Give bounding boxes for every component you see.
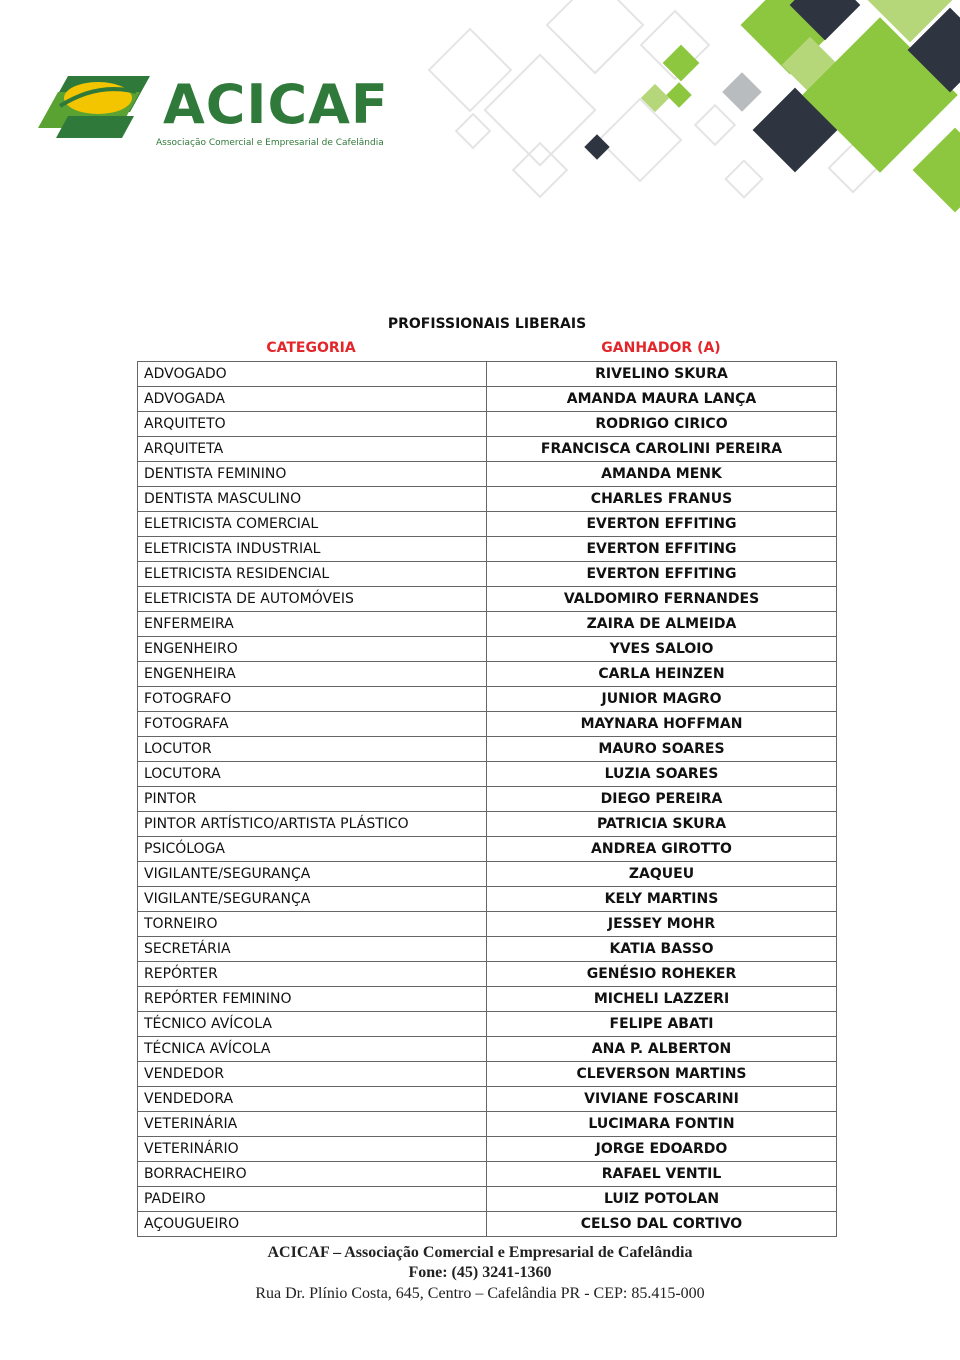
category-cell: TORNEIRO <box>138 912 487 937</box>
table-row <box>138 1037 837 1062</box>
table-row <box>138 362 837 387</box>
category-cell: ARQUITETO <box>138 412 487 437</box>
category-cell: ELETRICISTA DE AUTOMÓVEIS <box>138 587 487 612</box>
table-row <box>138 437 837 462</box>
winner-cell: LUIZ POTOLAN <box>487 1187 837 1212</box>
table-row <box>138 987 837 1012</box>
table-row <box>138 512 837 537</box>
winner-cell: ZAIRA DE ALMEIDA <box>487 612 837 637</box>
category-cell: LOCUTOR <box>138 737 487 762</box>
brand-tagline: Associação Comercial e Empresarial de Cafelândia <box>156 138 384 148</box>
winner-cell: FELIPE ABATI <box>487 1012 837 1037</box>
winner-cell: KATIA BASSO <box>487 937 837 962</box>
category-cell: TÉCNICA AVÍCOLA <box>138 1037 487 1062</box>
winner-cell: ANDREA GIROTTO <box>487 837 837 862</box>
table-row <box>138 1087 837 1112</box>
category-cell: AÇOUGUEIRO <box>138 1212 487 1237</box>
winner-cell: CELSO DAL CORTIVO <box>487 1212 837 1237</box>
table-row <box>138 1137 837 1162</box>
winner-cell: JESSEY MOHR <box>487 912 837 937</box>
winner-cell: AMANDA MAURA LANÇA <box>487 387 837 412</box>
category-cell: VIGILANTE/SEGURANÇA <box>138 887 487 912</box>
category-cell: PINTOR <box>138 787 487 812</box>
winner-cell: ANA P. ALBERTON <box>487 1037 837 1062</box>
table-row <box>138 687 837 712</box>
table-row <box>138 662 837 687</box>
table-row <box>138 762 837 787</box>
winner-cell: CLEVERSON MARTINS <box>487 1062 837 1087</box>
header-category: CATEGORIA <box>266 340 356 356</box>
category-cell: ELETRICISTA RESIDENCIAL <box>138 562 487 587</box>
winner-cell: JORGE EDOARDO <box>487 1137 837 1162</box>
winner-cell: LUCIMARA FONTIN <box>487 1112 837 1137</box>
winner-cell: CHARLES FRANUS <box>487 487 837 512</box>
winner-cell: KELY MARTINS <box>487 887 837 912</box>
category-cell: ENGENHEIRA <box>138 662 487 687</box>
winner-cell: VALDOMIRO FERNANDES <box>487 587 837 612</box>
table-row <box>138 412 837 437</box>
category-cell: VETERINÁRIO <box>138 1137 487 1162</box>
winner-cell: VIVIANE FOSCARINI <box>487 1087 837 1112</box>
category-cell: TÉCNICO AVÍCOLA <box>138 1012 487 1037</box>
winner-cell: GENÉSIO ROHEKER <box>487 962 837 987</box>
category-cell: PADEIRO <box>138 1187 487 1212</box>
winner-cell: JUNIOR MAGRO <box>487 687 837 712</box>
table-row <box>138 487 837 512</box>
page-title: PROFISSIONAIS LIBERAIS <box>387 316 587 332</box>
footer-phone: Fone: (45) 3241-1360 <box>408 1264 552 1281</box>
category-cell: VENDEDOR <box>138 1062 487 1087</box>
table-row <box>138 837 837 862</box>
table-row <box>138 637 837 662</box>
winner-cell: RODRIGO CIRICO <box>487 412 837 437</box>
category-cell: SECRETÁRIA <box>138 937 487 962</box>
category-cell: ENFERMEIRA <box>138 612 487 637</box>
column-headers <box>137 340 837 360</box>
winner-cell: DIEGO PEREIRA <box>487 787 837 812</box>
winner-cell: RAFAEL VENTIL <box>487 1162 837 1187</box>
table-row <box>138 887 837 912</box>
table-row <box>138 812 837 837</box>
winner-cell: PATRICIA SKURA <box>487 812 837 837</box>
winner-cell: AMANDA MENK <box>487 462 837 487</box>
category-cell: ADVOGADO <box>138 362 487 387</box>
table-row <box>138 612 837 637</box>
table-row <box>138 1162 837 1187</box>
category-cell: VENDEDORA <box>138 1087 487 1112</box>
acicaf-emblem-icon <box>38 72 150 140</box>
table-row <box>138 1112 837 1137</box>
table-row <box>138 537 837 562</box>
winner-cell: MICHELI LAZZERI <box>487 987 837 1012</box>
table-row <box>138 712 837 737</box>
footer-address: Rua Dr. Plínio Costa, 645, Centro – Cafelândia PR - CEP: 85.415-000 <box>255 1285 705 1302</box>
category-cell: ADVOGADA <box>138 387 487 412</box>
winner-cell: YVES SALOIO <box>487 637 837 662</box>
category-cell: ENGENHEIRO <box>138 637 487 662</box>
winner-cell: MAURO SOARES <box>487 737 837 762</box>
table-row <box>138 787 837 812</box>
winner-cell: ZAQUEU <box>487 862 837 887</box>
table-row <box>138 462 837 487</box>
category-cell: ELETRICISTA INDUSTRIAL <box>138 537 487 562</box>
category-cell: LOCUTORA <box>138 762 487 787</box>
acicaf-logo <box>38 70 418 160</box>
table-row <box>138 587 837 612</box>
winner-cell: MAYNARA HOFFMAN <box>487 712 837 737</box>
footer-organization: ACICAF – Associação Comercial e Empresarial de Cafelândia <box>267 1244 693 1261</box>
category-cell: PSICÓLOGA <box>138 837 487 862</box>
winners-table <box>137 361 837 1237</box>
category-cell: BORRACHEIRO <box>138 1162 487 1187</box>
table-row <box>138 1062 837 1087</box>
category-cell: ARQUITETA <box>138 437 487 462</box>
table-row <box>138 562 837 587</box>
header-winner: GANHADOR (A) <box>601 340 721 356</box>
category-cell: VETERINÁRIA <box>138 1112 487 1137</box>
category-cell: VIGILANTE/SEGURANÇA <box>138 862 487 887</box>
winner-cell: LUZIA SOARES <box>487 762 837 787</box>
category-cell: REPÓRTER <box>138 962 487 987</box>
table-row <box>138 962 837 987</box>
category-cell: FOTOGRAFO <box>138 687 487 712</box>
category-cell: ELETRICISTA COMERCIAL <box>138 512 487 537</box>
table-row <box>138 737 837 762</box>
brand-name: ACICAF <box>163 73 389 136</box>
winner-cell: CARLA HEINZEN <box>487 662 837 687</box>
table-row <box>138 1012 837 1037</box>
table-row <box>138 1187 837 1212</box>
footer <box>0 1243 960 1305</box>
category-cell: PINTOR ARTÍSTICO/ARTISTA PLÁSTICO <box>138 812 487 837</box>
table-row <box>138 1212 837 1237</box>
winner-cell: EVERTON EFFITING <box>487 562 837 587</box>
winner-cell: RIVELINO SKURA <box>487 362 837 387</box>
winner-cell: EVERTON EFFITING <box>487 537 837 562</box>
category-cell: REPÓRTER FEMININO <box>138 987 487 1012</box>
table-row <box>138 862 837 887</box>
winner-cell: FRANCISCA CAROLINI PEREIRA <box>487 437 837 462</box>
table-row <box>138 387 837 412</box>
table-row <box>138 912 837 937</box>
category-cell: DENTISTA MASCULINO <box>138 487 487 512</box>
category-cell: DENTISTA FEMININO <box>138 462 487 487</box>
category-cell: FOTOGRAFA <box>138 712 487 737</box>
winner-cell: EVERTON EFFITING <box>487 512 837 537</box>
table-row <box>138 937 837 962</box>
